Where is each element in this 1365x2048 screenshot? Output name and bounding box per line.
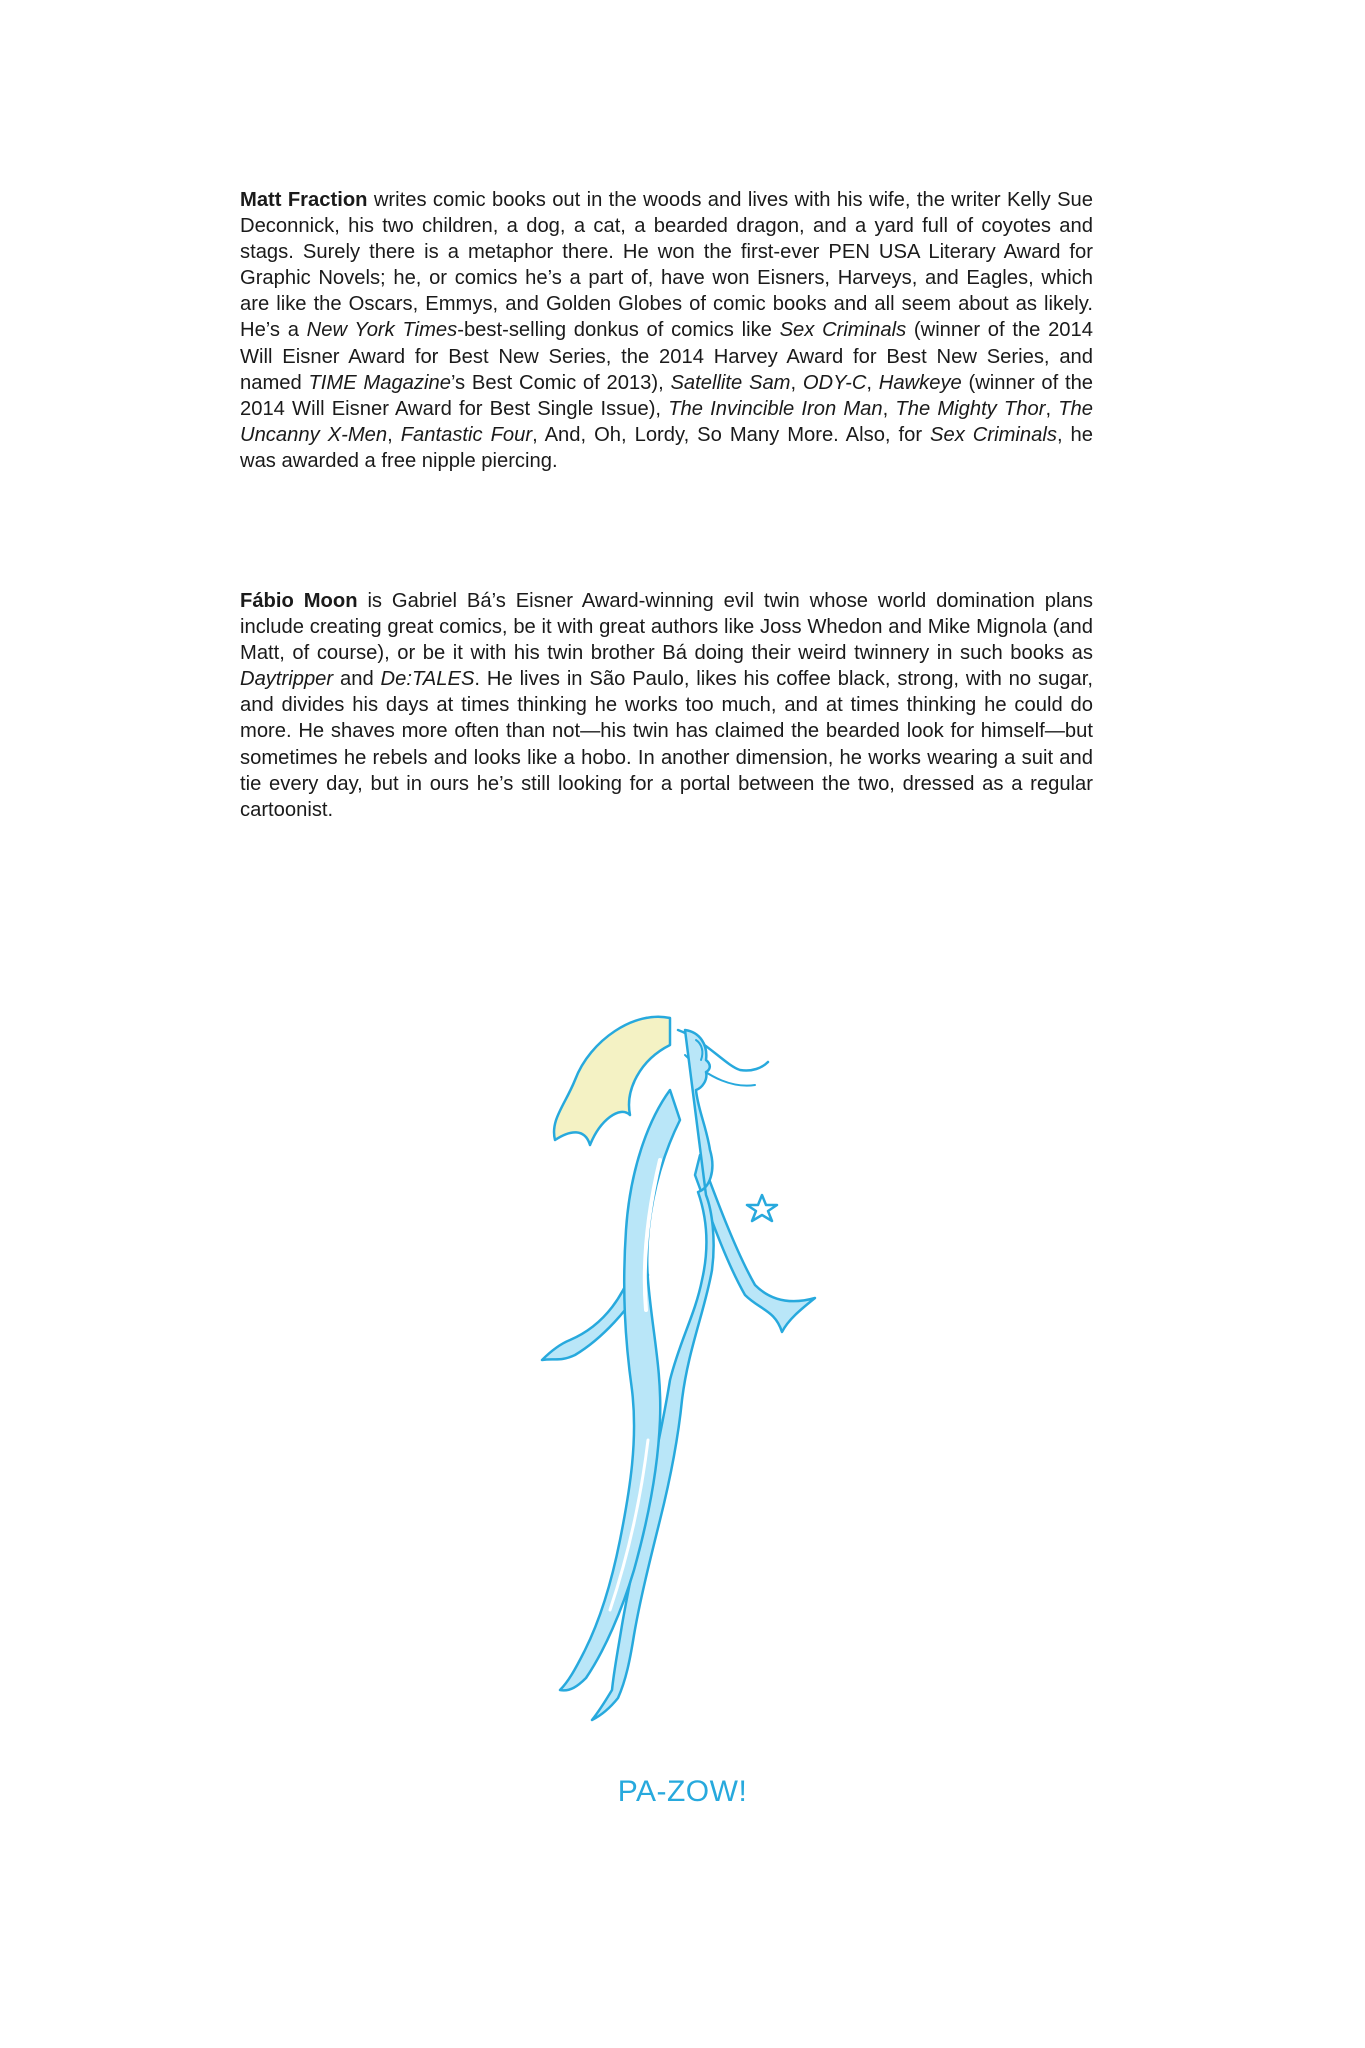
bio-fabio-moon: Fábio Moon is Gabriel Bá’s Eisner Award-winning evil twin whose world domination plans include creating great comics, be it with great authors like Joss Whedon and Mike Mignola (and Matt, of course), or be it with his twin brother Bá doing their weird twinnery in such books as Daytripper and De:TALES. He lives in São Paulo, likes his coffee black, strong, with no sugar, and divides his days at times thinking he works too much, and at times thinking he could do more. He shaves more often than not—his twin has claimed the bearded look for himself—but sometimes he rebels and looks like a hobo. In another dimension, he works wearing a suit and tie every day, but in ours he’s still looking for a portal between the two, dressed as a regular cartoonist. [240, 590, 1093, 821]
bio-matt-fraction: Matt Fraction writes comic books out in the woods and lives with his wife, the writer Kelly Sue Deconnick, his two children, a dog, a cat, a bearded dragon, and a yard full of coyotes and stags. Surely there is a metaphor there. He won the first-ever PEN USA Literary Award for Graphic Novels; he, or comics he’s a part of, have won Eisners, Harveys, and Eagles, which are like the Oscars, Emmys, and Golden Globes of comic books and all seem about as likely. He’s a New York Times-best-selling donkus of comics like Sex Criminals (winner of the 2014 Will Eisner Award for Best New Series, the 2014 Harvey Award for Best New Series, and named TIME Magazine’s Best Comic of 2013), Satellite Sam, ODY-C, Hawkeye (winner of the 2014 Will Eisner Award for Best Single Issue), The Invincible Iron Man, The Mighty Thor, The Uncanny X-Men, Fantastic Four, And, Oh, Lordy, So Many More. Also, for Sex Criminals, he was awarded a free nipple piercing. [240, 189, 1094, 472]
author-name: Matt Fraction [240, 189, 368, 211]
author-name: Fábio Moon [240, 590, 358, 612]
floating-woman-illustration-icon [530, 1010, 830, 1730]
caption: PA-ZOW! [617, 1775, 748, 1808]
